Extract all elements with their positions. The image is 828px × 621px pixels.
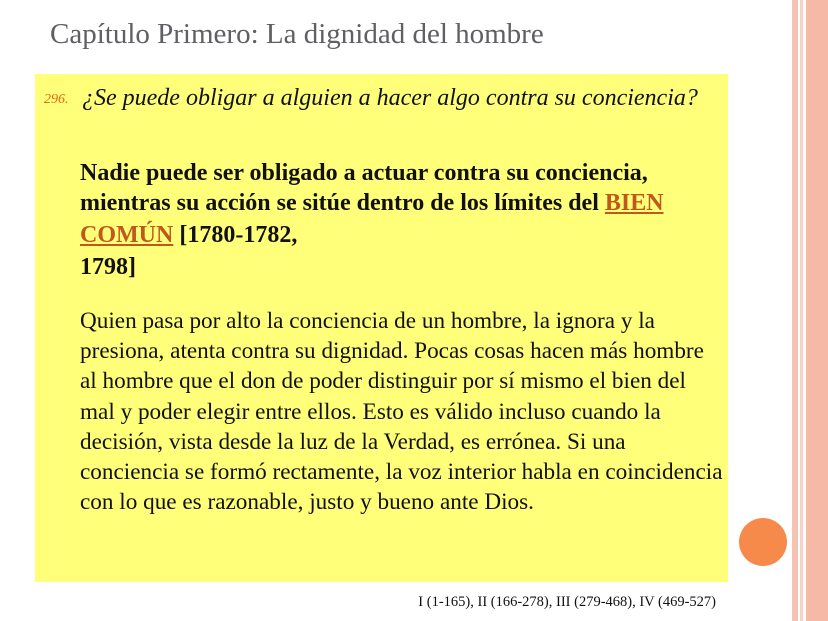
orange-circle-decoration <box>739 518 787 566</box>
slide-title: Capítulo Primero: La dignidad del hombre <box>50 18 544 50</box>
stripe-3 <box>806 0 828 621</box>
bien-comun-link[interactable]: BIEN COMÚN <box>80 190 664 248</box>
decorative-stripes <box>792 0 828 621</box>
answer-text <box>80 158 720 282</box>
answer-refs: [1780-1782, <box>173 222 298 248</box>
footer-chapters: I (1-165), II (166-278), III (279-468), IV (469-527) <box>418 594 716 610</box>
answer-refs-tail: 1798] <box>80 254 136 280</box>
body-paragraph: Quien pasa por alto la conciencia de un hombre, la ignora y la presiona, atenta contra su dignidad. Pocas cosas hacen más hombre al hombre que el don de poder distinguir por sí mismo el bien del mal y poder elegir entre ellos. Esto es válido incluso cuando la decisión, vista desde la luz de la Verdad, es errónea. Si una conciencia se formó rectamente, la voz interior habla en coincidencia con lo que es razonable, justo y bueno ante Dios. <box>80 308 723 516</box>
question-number: 296. <box>44 92 69 107</box>
answer-lead: Nadie puede ser obligado a actuar contra su conciencia, mientras su acción se sitúe dentro de los límites del <box>80 160 648 216</box>
stripe-1 <box>792 0 798 621</box>
question-text: ¿Se puede obligar a alguien a hacer algo contra su conciencia? <box>82 85 698 111</box>
stripe-2 <box>800 0 803 621</box>
